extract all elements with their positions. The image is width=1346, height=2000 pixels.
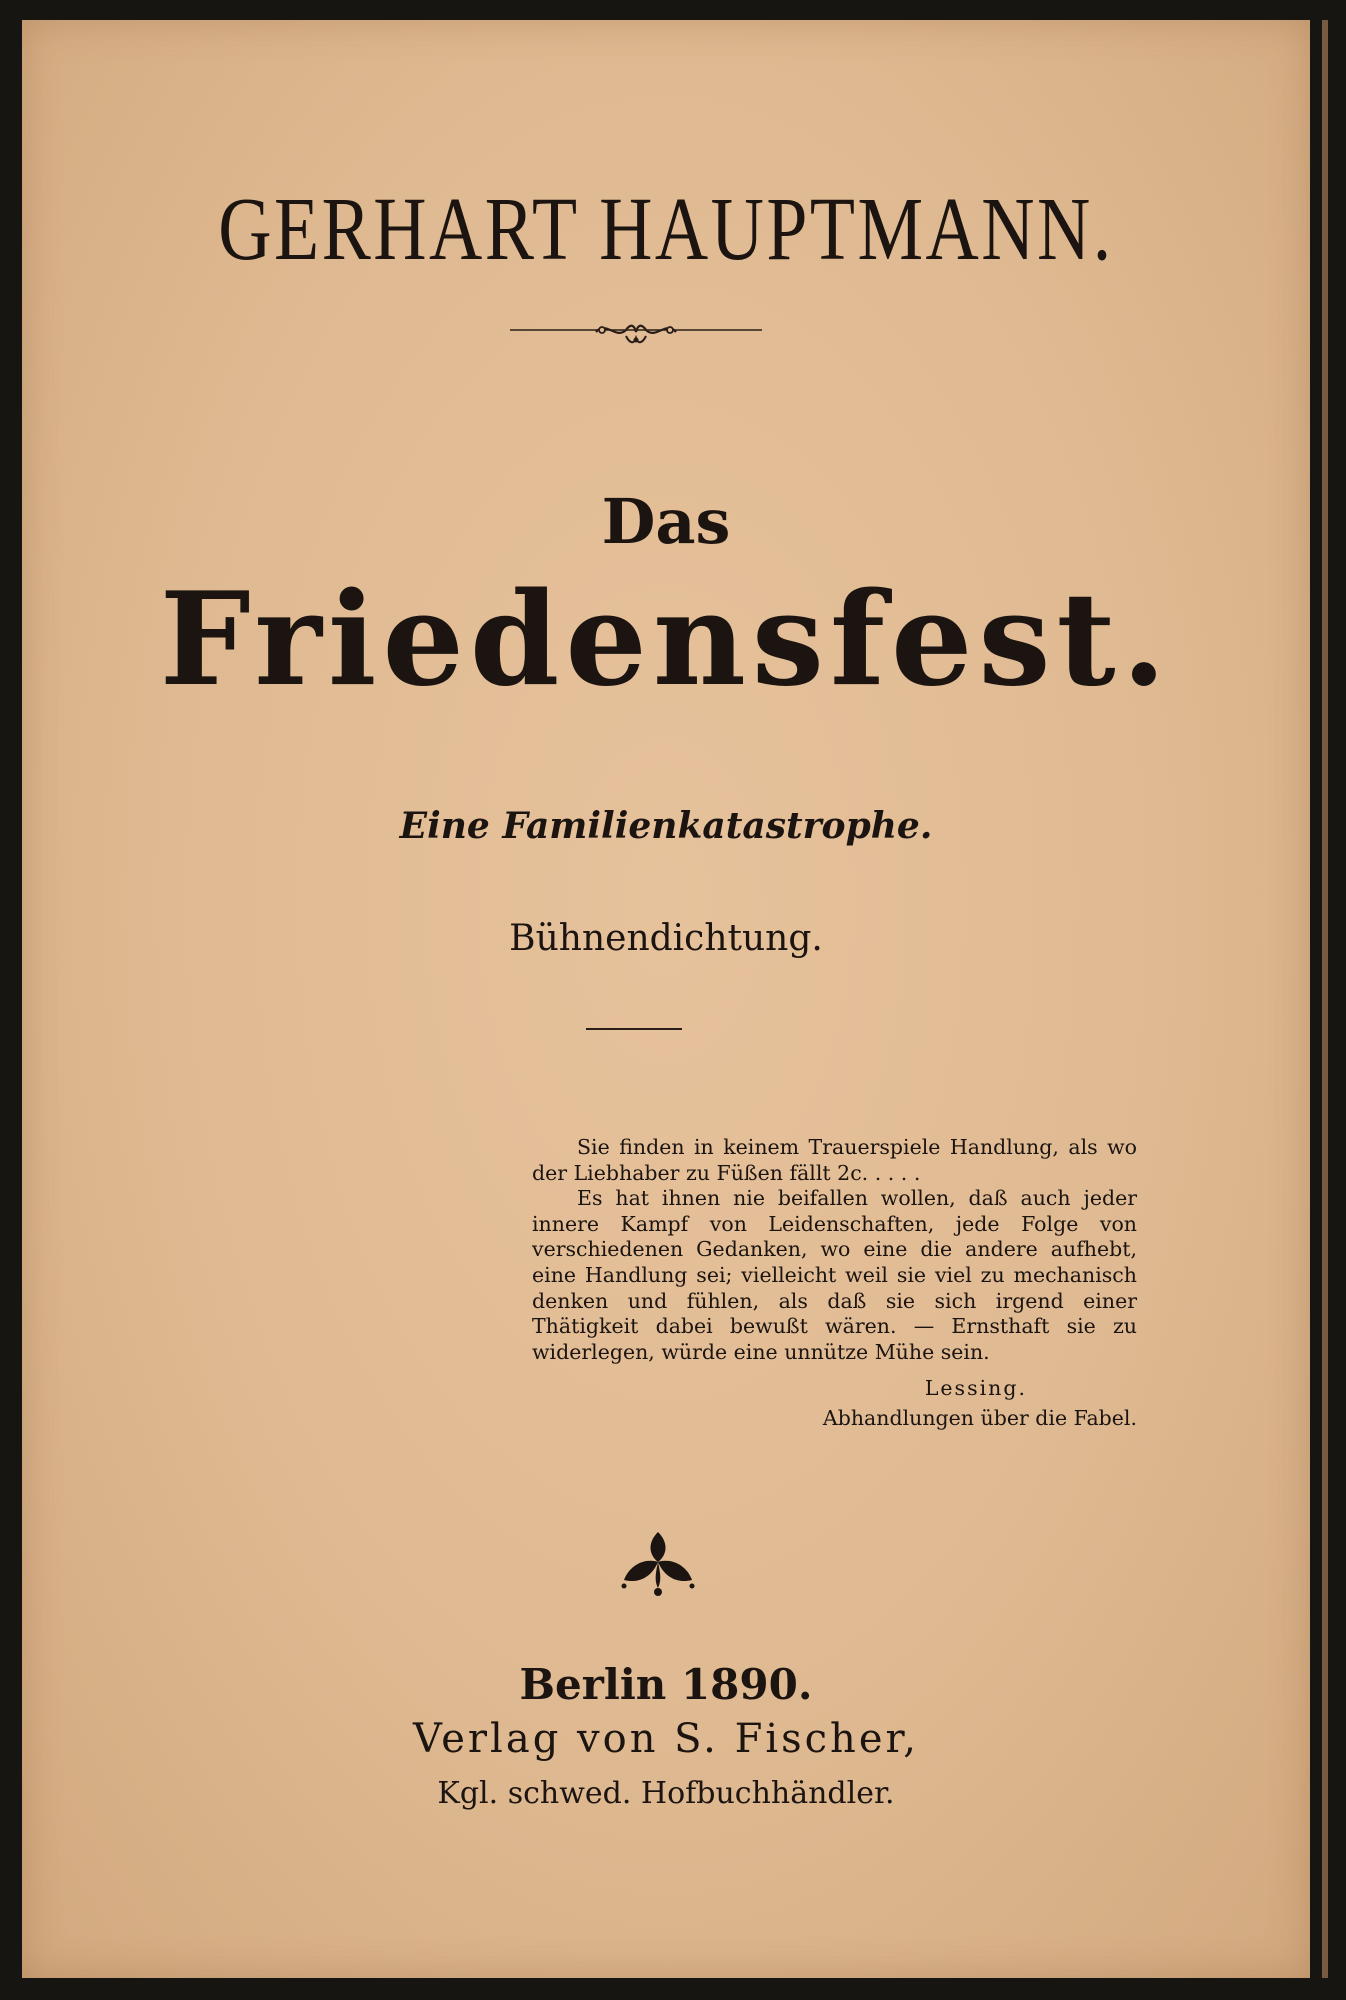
epigraph-paragraph: Sie finden in keinem Trauerspiele Handlung, als wo der Liebhaber zu Füßen fällt 2c. . . . . bbox=[532, 1135, 1137, 1185]
genre-label: Bühnendichtung. bbox=[509, 918, 823, 959]
imprint-publisher: Verlag von S. Fischer, bbox=[413, 1716, 919, 1762]
divider-rule bbox=[586, 1028, 682, 1030]
imprint-place-year: Berlin 1890. bbox=[519, 1660, 813, 1709]
trefoil-icon bbox=[620, 1528, 696, 1600]
epigraph-source: Abhandlungen über die Fabel. bbox=[822, 1406, 1137, 1430]
title-page bbox=[22, 20, 1310, 1978]
subtitle: Eine Familienkatastrophe. bbox=[399, 805, 933, 847]
page-edge bbox=[1322, 20, 1328, 1978]
imprint-publisher-title: Kgl. schwed. Hofbuchhändler. bbox=[437, 1776, 895, 1811]
epigraph-attribution bbox=[532, 1373, 1137, 1433]
author-name: GERHART HAUPTMANN. bbox=[218, 180, 1114, 279]
title-article: Das bbox=[601, 485, 731, 558]
epigraph-author: Lessing. bbox=[924, 1376, 1027, 1400]
scroll-flourish-icon bbox=[510, 310, 762, 350]
epigraph-paragraph: Es hat ihnen nie beifallen wollen, daß auch jeder innere Kampf von Leidenschaften, jede Folge von verschiedenen Gedanken, wo eine die andere aufhebt, eine Handlung sei; vielleicht weil sie viel zu mechanisch denken und fühlen, als daß sie sich irgend einer Thätigkeit dabei bewußt wären. — Ernsthaft sie zu widerlegen, würde eine unnütze Mühe sein. bbox=[532, 1186, 1137, 1364]
page-title: Friedensfest. bbox=[159, 565, 1173, 715]
epigraph-quote bbox=[532, 1135, 1137, 1365]
